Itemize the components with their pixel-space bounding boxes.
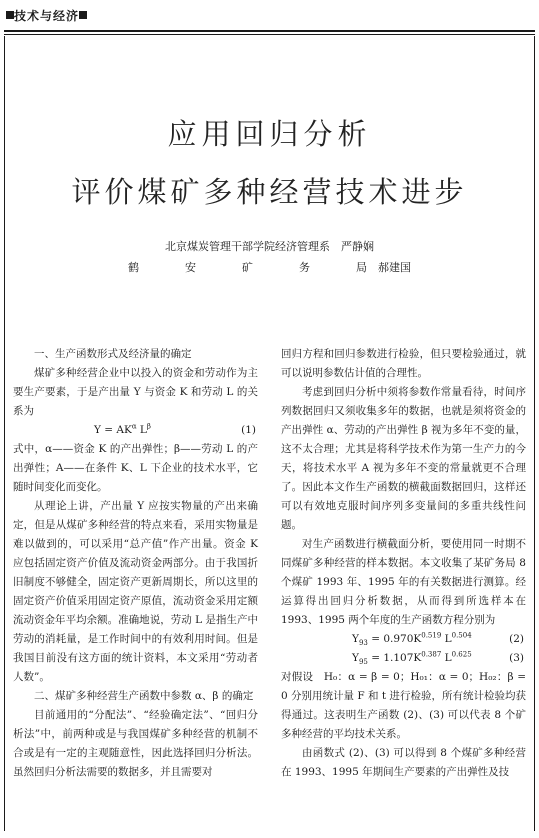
section-name: 技术与经济 xyxy=(14,9,80,23)
equation-1: $Y = AK^\alpha$ $L^\beta$ (1) xyxy=(13,421,258,440)
body-paragraph: 式中，α——资金 K 的产出弹性；β——劳动 L 的产出弹性；A——在条件 K、L 下企业的技术水平，它随时间变化而变化。 xyxy=(13,443,258,493)
section-heading: 一、生产函数形式及经济量的确定 xyxy=(34,348,192,360)
equation-number: (2) xyxy=(509,633,524,645)
affiliation-char: 局 郝建国 xyxy=(356,261,411,274)
affiliation-char: 务 xyxy=(299,261,310,274)
body-paragraph: 由函数式 (2)、(3) 可以得到 8 个煤矿多种经营在 1993、1995 年期间生产要素的产出弹性及技 xyxy=(281,747,526,778)
affiliation-char: 安 xyxy=(185,261,196,274)
equation-3: $Y_{95} = 1.107K^{0.387}$ $L^{0.625}$ (3) xyxy=(352,650,524,667)
right-column xyxy=(281,345,526,782)
author-affiliation-1: 北京煤炭管理干部学院经济管理系 严静娴 xyxy=(165,240,374,253)
journal-header xyxy=(0,6,539,26)
affiliation-char: 矿 xyxy=(242,261,253,274)
equation-number: (1) xyxy=(241,424,256,436)
equation-number: (3) xyxy=(509,652,524,664)
article-title-line1: 应用回归分析 xyxy=(167,117,372,151)
body-paragraph: 考虑到回归分析中须将参数作常量看待，时间序列数据回归又须收集多年的数据，也就是须将资金的产出弹性 α、劳动的产出弹性 β 视为多年不变的量，这不太合理；尤其是将科学技术作为第一生产力的今天，将技术水平 A 视为多年不变的常量就更不合理了。因此本文作生产函数的横截面数据回归，这样还可以有效地克服时间序列多变量间的多重共线性问题。 xyxy=(281,386,526,531)
author-affiliation-2 xyxy=(0,259,539,275)
body-paragraph: 回归方程和回归参数进行检验，但只要检验通过，就可以说明参数估计值的合理性。 xyxy=(281,348,526,379)
square-bullet-icon xyxy=(6,11,14,19)
body-paragraph: 从理论上讲，产出量 Y 应按实物量的产出来确定，但是从煤矿多种经营的特点来看，采用实物量是难以做到的，可以采用“总产值”作产出量。资金 K 应包括固定资产价值及流动资金两部分。由于我国折旧制度不够健全，固定资产更新周期长，所以这里的固定资产价值采用固定资产原值，流动资金采用定额流动资金年平均余额。准确地说，劳动 L 是指生产中劳动的消耗量，是工作时间中的有效利用时间。但是我国目前没有这方面的统计资料，本文采用“劳动者人数”。 xyxy=(13,500,258,683)
affiliation-char: 鹤 xyxy=(128,261,139,274)
body-paragraph: 对生产函数进行横截面分析，要使用同一时期不同煤矿多种经营的样本数据。本文收集了某矿务局 8 个煤矿 1993 年、1995 年的有关数据进行测算。经运算得出回归分析数据，从而得到所选样本在 1993、1995 两个年度的生产函数方程分别为 xyxy=(281,538,526,626)
body-paragraph: 目前通用的“分配法”、“经验确定法”、“回归分析法”中，前两种或是与我国煤矿多种经营的机制不合或是有一定的主观随意性，因此选择回归分析法。虽然回归分析法需要的数据多，并且需要对 xyxy=(13,709,258,778)
body-paragraph: 煤矿多种经营企业中以投入的资金和劳动作为主要生产要素，于是产出量 Y 与资金 K 和劳动 L 的关系为 xyxy=(13,367,258,417)
header-rule-thick xyxy=(4,30,535,32)
page-border-right xyxy=(534,36,535,831)
article-title-line2: 评价煤矿多种经营技术进步 xyxy=(71,175,468,209)
section-heading: 二、煤矿多种经营生产函数中参数 α、β 的确定 xyxy=(34,690,254,702)
equation-2: $Y_{93} = 0.970K^{0.519}$ $L^{0.504}$ (2) xyxy=(352,631,524,648)
square-bullet-icon xyxy=(79,11,87,19)
body-paragraph: 对假设 H₀：α = β = 0；H₀₁：α = 0；H₀₂：β = 0 分别用统计量 F 和 t 进行检验，所有统计检验均获得通过。这表明生产函数 (2)、(3) 可以代表 8 个矿多种经营的平均技术关系。 xyxy=(281,671,526,740)
page-border-left xyxy=(4,36,5,831)
left-column xyxy=(13,345,258,782)
header-rule-thin xyxy=(4,34,535,35)
section-label xyxy=(6,7,87,24)
